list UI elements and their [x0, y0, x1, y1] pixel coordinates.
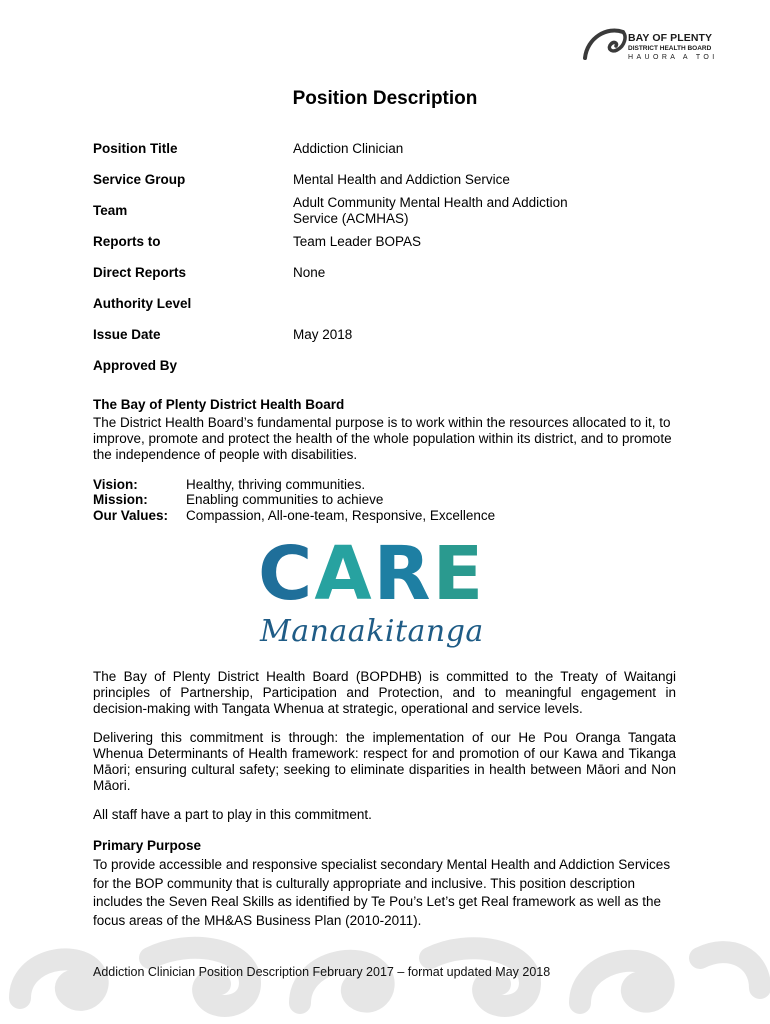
detail-label: Team: [93, 203, 128, 218]
detail-label: Issue Date: [93, 327, 161, 342]
primary-purpose-heading: Primary Purpose: [93, 838, 202, 853]
care-letter-e: E: [432, 531, 486, 617]
bop-dhb-logo: [583, 24, 733, 64]
values-value: Compassion, All-one-team, Responsive, Excellence: [186, 508, 496, 523]
page-title: Position Description: [292, 88, 478, 109]
koru-arc-icon: [583, 24, 627, 64]
detail-label: Direct Reports: [93, 265, 187, 280]
values-line: [93, 508, 495, 524]
staff-paragraph: All staff have a part to play in this commitment.: [93, 807, 372, 822]
board-heading: The Bay of Plenty District Health Board: [93, 397, 345, 412]
care-letter-r: R: [373, 531, 433, 617]
primary-purpose-paragraph: To provide accessible and responsive specialist secondary Mental Health and Addiction Services for the BOP community that is culturally appropriate and inclusive. This position description includes the Seven Real Skills as identified by Te Pou’s Let’s get Real framework as well as the focus areas of the MH&AS Business Plan (2010-2011).: [93, 857, 671, 928]
detail-label: Reports to: [93, 234, 161, 249]
care-letter-c: C: [258, 531, 315, 617]
mission-label: Mission:: [93, 492, 148, 507]
mission-line: [93, 492, 383, 508]
values-label: Our Values:: [93, 508, 169, 523]
board-paragraph: The District Health Board’s fundamental purpose is to work within the resources allocated to it, to improve, promote and protect the health of the whole population within its district, and to promote the independence of people with disabilities.: [93, 415, 672, 462]
detail-value: May 2018: [293, 327, 353, 342]
detail-label: Position Title: [93, 141, 178, 156]
care-subtitle: Manaakitanga: [260, 614, 484, 649]
detail-value: None: [293, 265, 326, 280]
vision-value: Healthy, thriving communities.: [186, 477, 366, 492]
detail-label: Approved By: [93, 358, 178, 373]
treaty-paragraph: The Bay of Plenty District Health Board (BOPDHB) is committed to the Treaty of Waitangi principles of Partnership, Participation and Protection, and to meaningful engagement in decision-making with Tangata Whenua at strategic, operational and service levels.: [93, 669, 676, 716]
delivering-paragraph: Delivering this commitment is through: the implementation of our He Pou Oranga Tangata Whenua Determinants of Health framework: respect for and promotion of our Kawa and Tikanga Māori; ensuring cultural safety; seeking to eliminate disparities in health between Māori and Non Māori.: [93, 730, 676, 793]
vision-label: Vision:: [93, 477, 138, 492]
care-letter-a: A: [314, 531, 374, 617]
logo-line-3: HAUORA A TOI: [628, 54, 718, 61]
detail-label: Authority Level: [93, 296, 192, 311]
detail-value: Adult Community Mental Health and Addiction Service (ACMHAS): [293, 195, 568, 226]
care-manaakitanga-logo: [258, 530, 518, 660]
mission-value: Enabling communities to achieve: [186, 492, 384, 507]
logo-line-1: BAY OF PLENTY: [628, 32, 713, 44]
logo-line-2: DISTRICT HEALTH BOARD: [628, 44, 712, 52]
detail-value: Team Leader BOPAS: [293, 234, 422, 249]
detail-value: Mental Health and Addiction Service: [293, 172, 510, 187]
detail-value: Addiction Clinician: [293, 141, 404, 156]
detail-label: Service Group: [93, 172, 186, 187]
page-footer: Addiction Clinician Position Description February 2017 – format updated May 2018: [93, 965, 551, 979]
detail-row-team: [93, 195, 693, 227]
vision-line: [93, 477, 365, 493]
care-wordmark: [258, 530, 508, 618]
